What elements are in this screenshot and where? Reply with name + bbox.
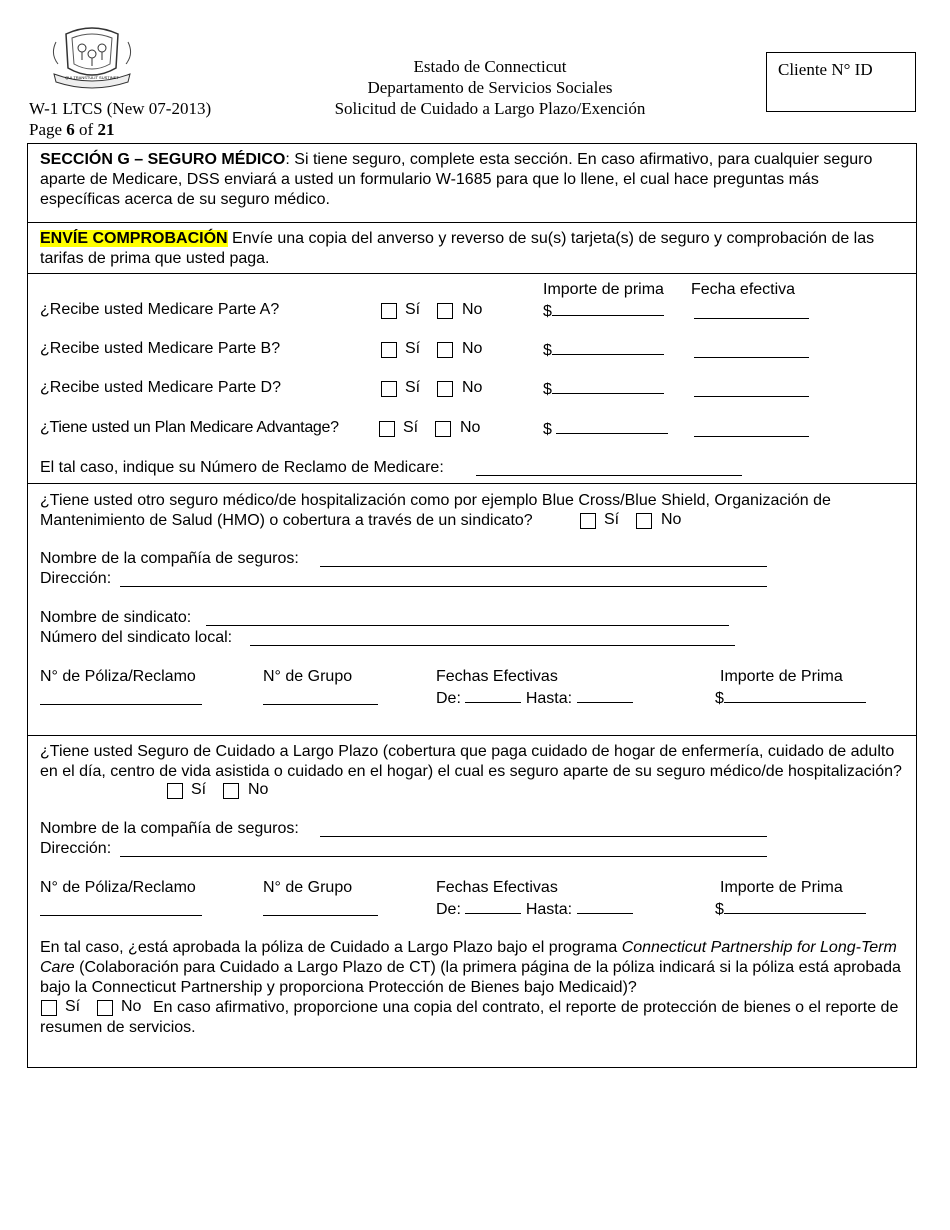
medicare-part-a-question: ¿Recibe usted Medicare Parte A? [40,301,280,318]
ltc-policy-number-field[interactable] [40,915,202,916]
proof-highlight: ENVÍE COMPROBACIÓN [40,230,228,247]
yes-label: Sí [65,998,81,1015]
ltc-policy-number-label: N° de Póliza/Reclamo [40,879,196,896]
no-label: No [661,511,682,528]
ltc-effective-dates-fields[interactable]: De: Hasta: [436,899,633,919]
group-number-field[interactable] [263,704,378,705]
premium-amount-field[interactable]: $ [715,688,866,708]
ltc-company-label: Nombre de la compañía de seguros: [40,820,299,837]
no-label: No [460,419,481,436]
client-id-label: Cliente N° ID [778,60,873,79]
address-label: Dirección: [40,570,112,587]
advantage-date-field[interactable] [694,436,809,437]
no-label: No [248,781,269,798]
local-union-field[interactable] [250,645,735,646]
medicare-advantage-question: ¿Tiene usted un Plan Medicare Advantage? [40,419,339,436]
other-insurance-question: ¿Tiene usted otro seguro médico/de hospitalización como por ejemplo Blue Cross/Blue Shield, Organización de Mantenimiento de Salud (HMO) o cobertura a través de un sindicato? [40,492,831,529]
divider [27,483,917,484]
page-indicator: Page 6 of 21 [29,120,115,139]
policy-number-label: N° de Póliza/Reclamo [40,668,196,685]
ltc-address-field[interactable] [120,856,767,857]
form-id: W-1 LTCS (New 07-2013) [29,99,212,118]
divider [27,735,917,736]
effective-date-column-header: Fecha efectiva [691,281,796,298]
divider [27,222,917,223]
partnership-followup: En caso afirmativo, proporcione una copia del contrato, el reporte de protección de bienes o el reporte de resumen de servicios. [40,999,899,1036]
ltc-premium-label: Importe de Prima [720,879,843,896]
insurance-company-label: Nombre de la compañía de seguros: [40,550,299,567]
union-name-field[interactable] [206,625,729,626]
effective-dates-label: Fechas Efectivas [436,668,558,685]
local-union-label: Número del sindicato local: [40,629,233,646]
ltc-effective-dates-label: Fechas Efectivas [436,879,558,896]
ltc-no-checkbox[interactable] [223,783,239,799]
effective-dates-fields[interactable]: De: Hasta: [436,688,633,708]
no-label: No [462,301,483,318]
yes-label: Sí [405,379,421,396]
section-g-intro: SECCIÓN G – SEGURO MÉDICO: Si tiene seguro, complete esta sección. En caso afirmativo, para cualquier seguro aparte de Medicare, DSS enviará a usted un formulario W-1685 para que lo llene, el cual hace preguntas más específicas acerca de su seguro médico. [40,151,873,208]
advantage-premium-field[interactable]: $ [543,419,668,439]
medicare-a-date-field[interactable] [694,318,809,319]
ltc-yes-checkbox[interactable] [167,783,183,799]
medicare-a-premium-field[interactable]: $ [543,301,664,321]
application-title: Solicitud de Cuidado a Largo Plazo/Exención [334,99,646,118]
ltc-address-label: Dirección: [40,840,112,857]
ltc-company-field[interactable] [320,836,767,837]
union-name-label: Nombre de sindicato: [40,609,192,626]
yes-label: Sí [604,511,620,528]
medicare-d-premium-field[interactable]: $ [543,379,664,399]
insurance-company-field[interactable] [320,566,767,567]
divider [27,273,917,274]
medicare-b-premium-field[interactable]: $ [543,340,664,360]
medicare-claim-number-field[interactable] [476,475,742,476]
partnership-question: En tal caso, ¿está aprobada la póliza de Cuidado a Largo Plazo bajo el programa Connecticut Partnership for Long-Term Care (Colaboración para Cuidado a Largo Plazo de CT) (la primera página de la póliza indicará si la póliza está aprobada bajo la Connecticut Partnership y proporciona Protección de Bienes bajo Medicaid)? [40,939,901,996]
other-insurance-yes-checkbox[interactable] [580,513,596,529]
department-name: Departamento de Servicios Sociales [367,78,613,97]
medicare-b-no-checkbox[interactable] [437,342,453,358]
premium-column-header: Importe de prima [543,281,664,298]
section-title: SECCIÓN G – SEGURO MÉDICO [40,151,286,168]
other-insurance-no-checkbox[interactable] [636,513,652,529]
seal-motto: QUI TRANSTULIT SUSTINET [65,75,119,80]
medicare-d-no-checkbox[interactable] [437,381,453,397]
medicare-part-b-question: ¿Recibe usted Medicare Parte B? [40,340,281,357]
medicare-d-yes-checkbox[interactable] [381,381,397,397]
address-field[interactable] [120,586,767,587]
yes-label: Sí [405,301,421,318]
client-id-box[interactable] [766,52,916,112]
medicare-part-d-question: ¿Recibe usted Medicare Parte D? [40,379,281,396]
yes-label: Sí [191,781,207,798]
no-label: No [462,340,483,357]
medicare-a-no-checkbox[interactable] [437,303,453,319]
group-number-label: N° de Grupo [263,668,353,685]
medicare-claim-number-label: El tal caso, indique su Número de Reclamo de Medicare: [40,459,444,476]
advantage-no-checkbox[interactable] [435,421,451,437]
ltc-insurance-question: ¿Tiene usted Seguro de Cuidado a Largo Plazo (cobertura que paga cuidado de hogar de enfermería, cuidado de adulto en el día, centro de vida asistida o cuidado en el hogar) el cual es seguro aparte de su seguro médico/de hospitalización? [40,743,902,780]
no-label: No [121,998,142,1015]
no-label: No [462,379,483,396]
medicare-a-yes-checkbox[interactable] [381,303,397,319]
state-seal [44,24,140,90]
ltc-group-number-label: N° de Grupo [263,879,353,896]
policy-number-field[interactable] [40,704,202,705]
yes-label: Sí [405,340,421,357]
ltc-group-number-field[interactable] [263,915,378,916]
medicare-b-date-field[interactable] [694,357,809,358]
partnership-program-name: Connecticut Partnership for Long-Term Care [40,939,897,976]
yes-label: Sí [403,419,419,436]
medicare-b-yes-checkbox[interactable] [381,342,397,358]
state-name: Estado de Connecticut [413,57,567,76]
premium-amount-label: Importe de Prima [720,668,843,685]
ltc-premium-field[interactable]: $ [715,899,866,919]
medicare-d-date-field[interactable] [694,396,809,397]
proof-instructions: ENVÍE COMPROBACIÓN Envíe una copia del anverso y reverso de su(s) tarjeta(s) de seguro y comprobación de las tarifas de prima que usted paga. [40,230,875,267]
advantage-yes-checkbox[interactable] [379,421,395,437]
